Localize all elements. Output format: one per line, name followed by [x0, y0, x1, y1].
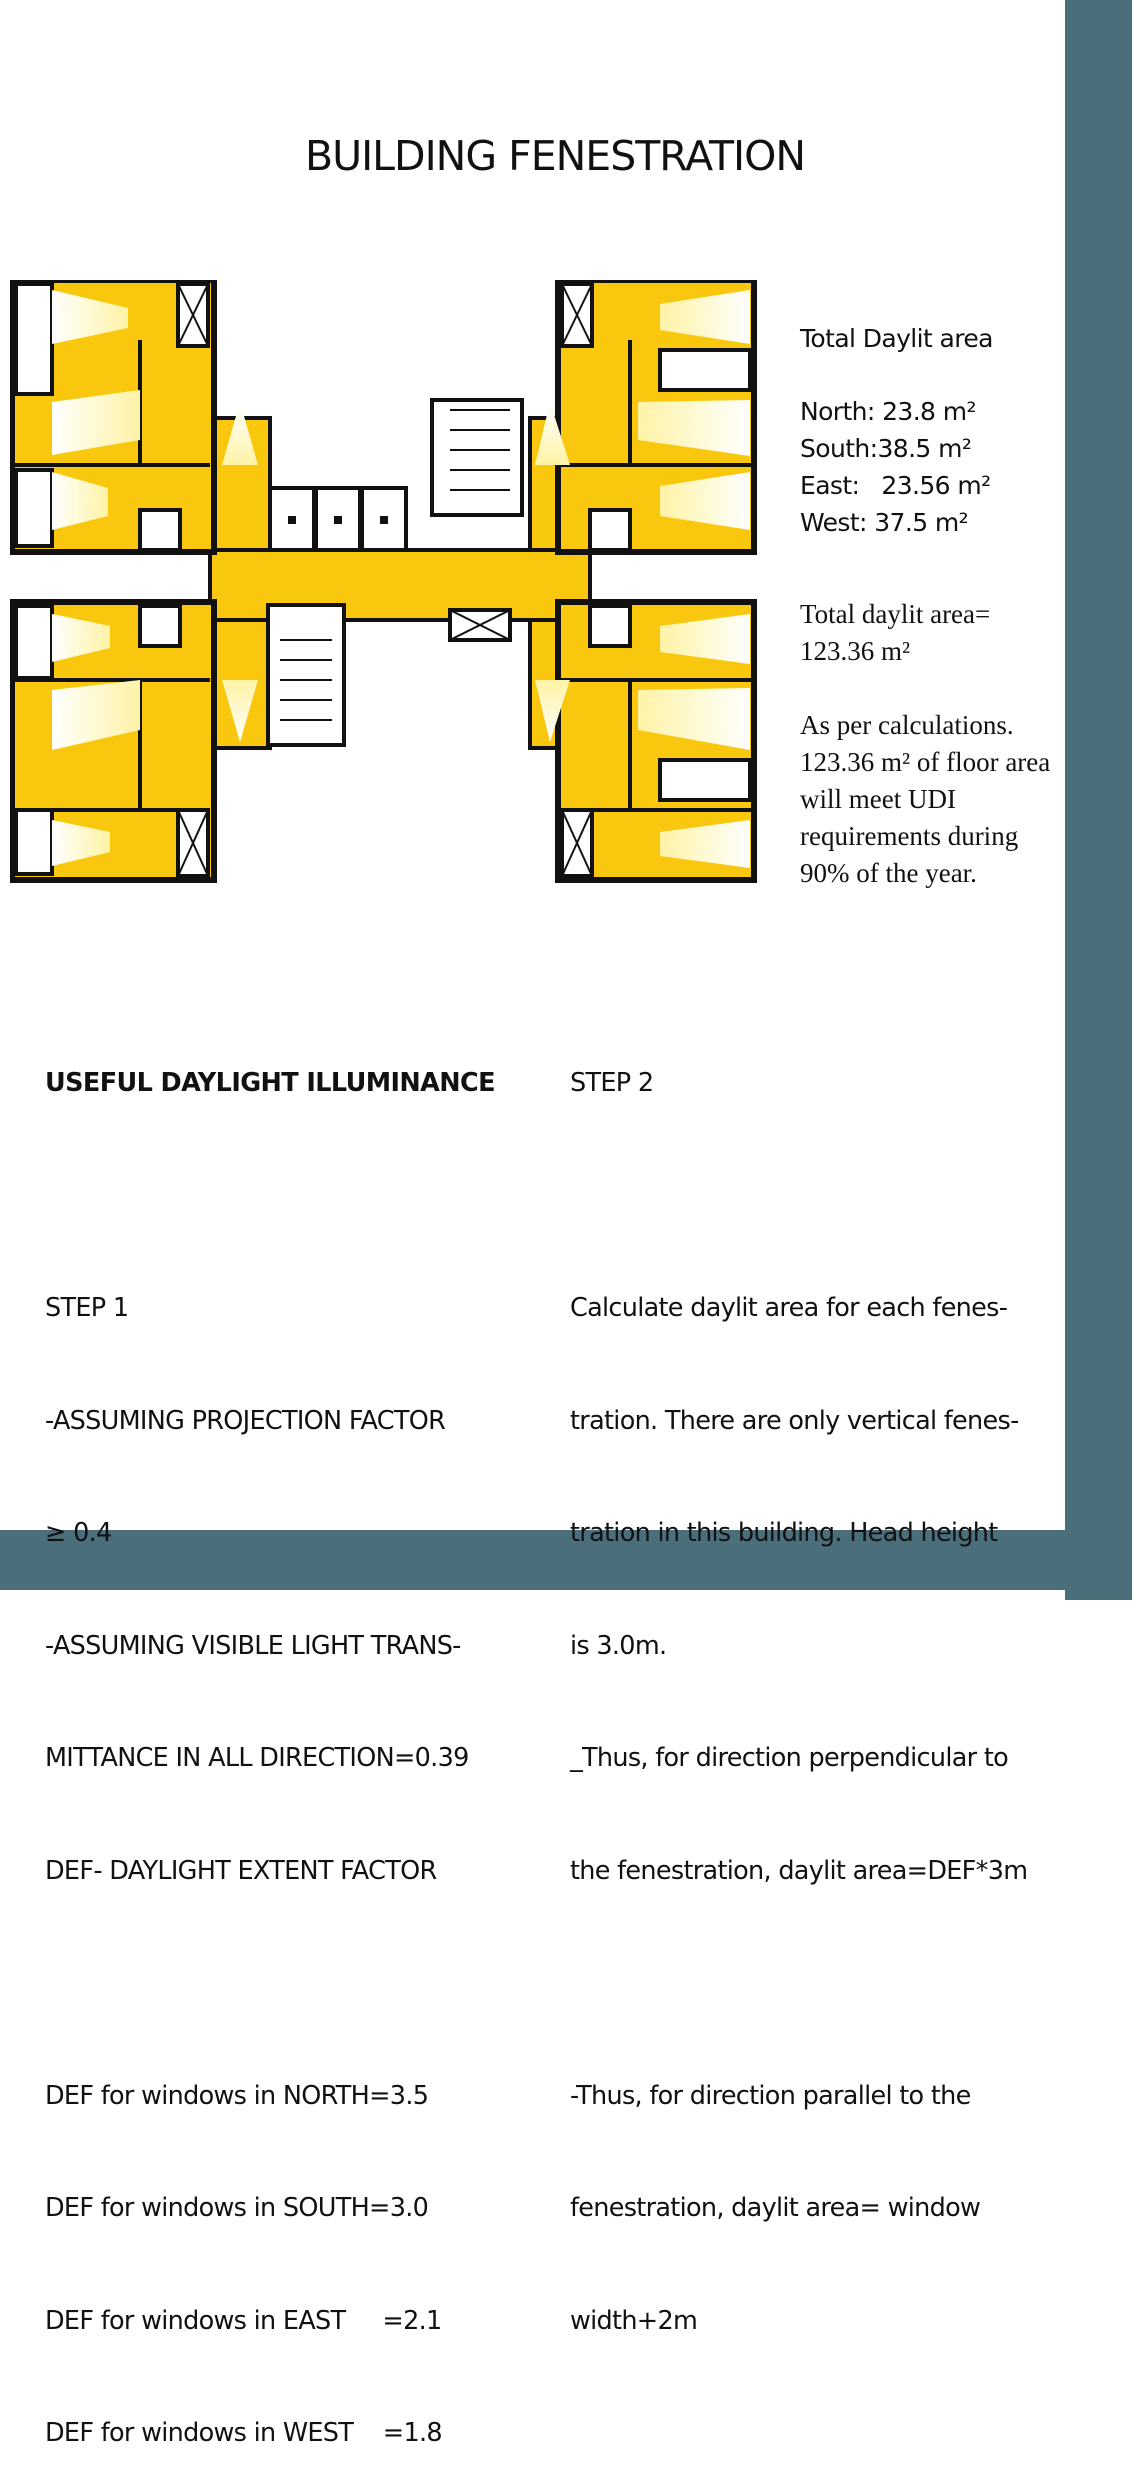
step1-line-2: ≥ 0.4: [45, 1518, 112, 1548]
daylit-total-line2: 123.36 m²: [800, 636, 911, 666]
step1-line-3: -ASSUMING VISIBLE LIGHT TRANS-: [45, 1630, 461, 1661]
def-north: DEF for windows in NORTH=3.5: [45, 2080, 429, 2111]
daylit-total-line1: Total daylit area=: [800, 599, 991, 629]
right-border-band: [1065, 0, 1132, 1600]
left-wing: [12, 280, 214, 880]
step2-line-4: is 3.0m.: [570, 1630, 667, 1661]
daylit-note: As per calculations. 123.36 m² of floor area will meet UDI requirements during 90% of the year.: [800, 710, 1051, 888]
def-west: DEF for windows in WEST =1.8: [45, 2418, 442, 2448]
floor-plan-diagram: [10, 280, 790, 920]
step2-line-6: the fenestration, daylit area=DEF*3m: [570, 1855, 1028, 1886]
def-east: DEF for windows in EAST =2.1: [45, 2305, 442, 2336]
daylit-east: East: 23.56 m²: [800, 471, 991, 500]
step1-line-5: DEF- DAYLIGHT EXTENT FACTOR: [45, 1855, 437, 1886]
step2-line-8: fenestration, daylit area= window: [570, 2193, 981, 2223]
step2-line-7: -Thus, for direction parallel to the: [570, 2080, 971, 2111]
daylit-south: South:38.5 m²: [800, 434, 972, 463]
daylit-heading: Total Daylit area: [800, 324, 993, 353]
daylit-north: North: 23.8 m²: [800, 397, 976, 426]
step2-line-5: _Thus, for direction perpendicular to: [570, 1743, 1009, 1773]
step2-line-1: Calculate daylit area for each fenes-: [570, 1293, 1008, 1323]
page-edge: [1132, 0, 1140, 1600]
step1-line-1: -ASSUMING PROJECTION FACTOR: [45, 1405, 446, 1436]
udi-heading: USEFUL DAYLIGHT ILLUMINANCE: [45, 1068, 495, 1098]
step1-label: STEP 1: [45, 1293, 129, 1323]
page-title: BUILDING FENESTRATION: [304, 132, 806, 180]
def-south: DEF for windows in SOUTH=3.0: [45, 2193, 429, 2223]
step2-line-3: tration in this building. Head height: [570, 1518, 998, 1548]
step2-label: STEP 2: [570, 1068, 654, 1098]
step2-line-9: width+2m: [570, 2305, 698, 2336]
step1-line-4: MITTANCE IN ALL DIRECTION=0.39: [45, 1743, 469, 1773]
step2-line-2: tration. There are only vertical fenes-: [570, 1405, 1019, 1436]
daylit-west: West: 37.5 m²: [800, 508, 969, 537]
